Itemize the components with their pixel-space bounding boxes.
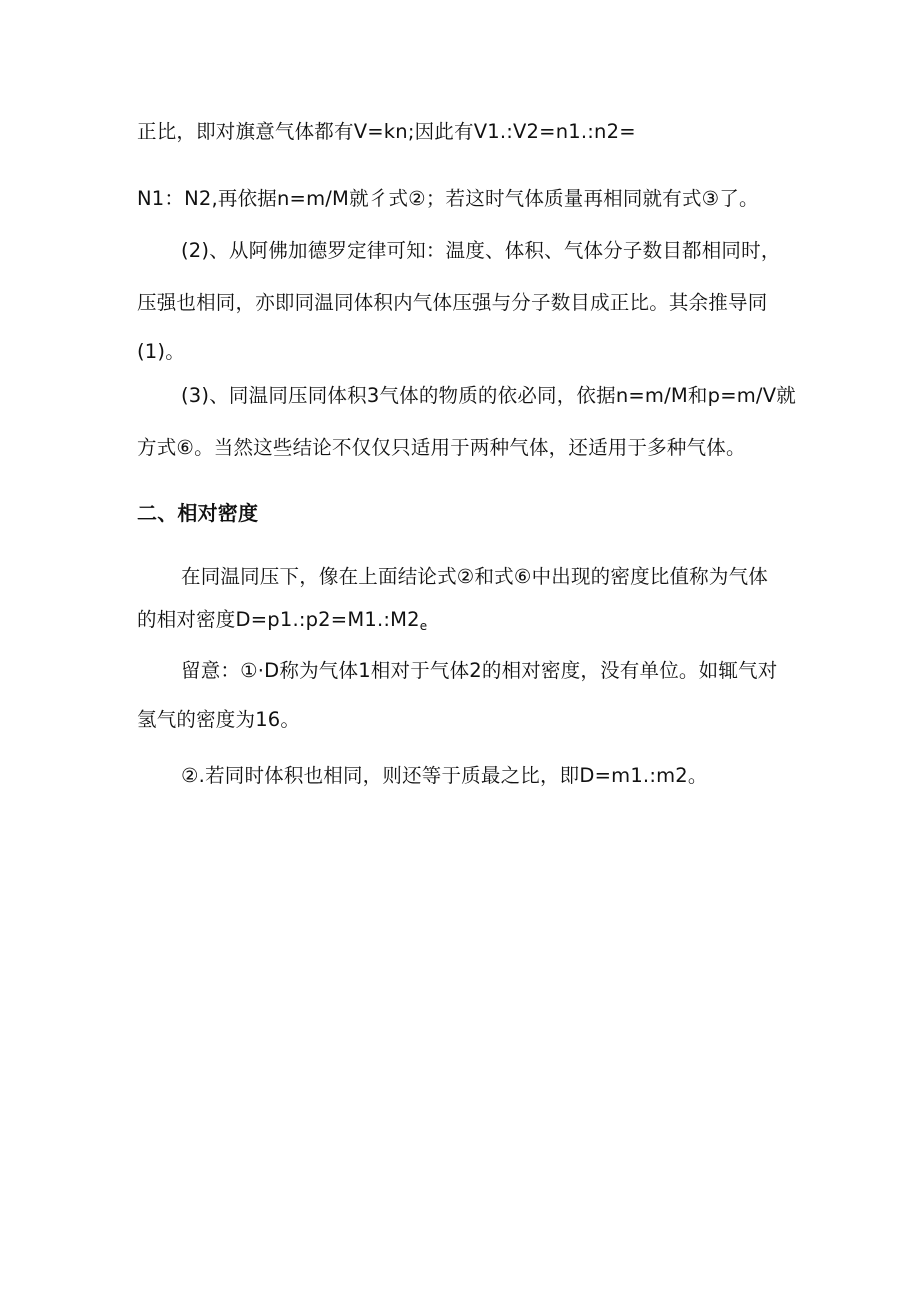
relative-density-formula: 的相对密度D=p1.:p2=M1.:M2 xyxy=(137,608,420,631)
note-1-line-2: 氢气的密度为16。 xyxy=(137,708,301,731)
paragraph-1-line-2: N1：N2,再依据n=m/M就彳式②；若这时气体质量再相同就有式③了。 xyxy=(137,187,759,210)
section-2-paragraph-line-1: 在同温同压下，像在上面结论式②和式⑥中出现的密度比值称为气体 xyxy=(181,565,768,588)
paragraph-3-line-2: 方式⑥。当然这些结论不仅仅只适用于两种气体，还适用于多种气体。 xyxy=(137,436,746,459)
paragraph-2-line-3: (1)。 xyxy=(137,340,185,363)
paragraph-2-line-1: (2)、从阿佛加德罗定律可知：温度、体积、气体分子数目都相同时， xyxy=(181,239,781,262)
formula-subscript: e xyxy=(419,619,428,633)
section-heading: 二、相对密度 xyxy=(137,501,259,525)
section-2-paragraph-line-2 xyxy=(137,606,427,640)
note-1-line-1: 留意：①·D称为气体1相对于气体2的相对密度，没有单位。如辄气对 xyxy=(181,659,778,682)
note-2: ②.若同时体积也相同，则还等于质最之比，即D=m1.:m2。 xyxy=(181,764,708,787)
paragraph-3-line-1: (3)、同温同压同体积3气体的物质的依必同，依据n=m/M和p=m/V就 xyxy=(181,384,796,407)
paragraph-2-line-2: 压强也相同，亦即同温同体积内气体压强与分子数目成正比。其余推导同 xyxy=(137,291,768,314)
paragraph-1-line-1: 正比，即对旗意气体都有V=kn;因此有V1.:V2=n1.:n2= xyxy=(137,120,636,143)
